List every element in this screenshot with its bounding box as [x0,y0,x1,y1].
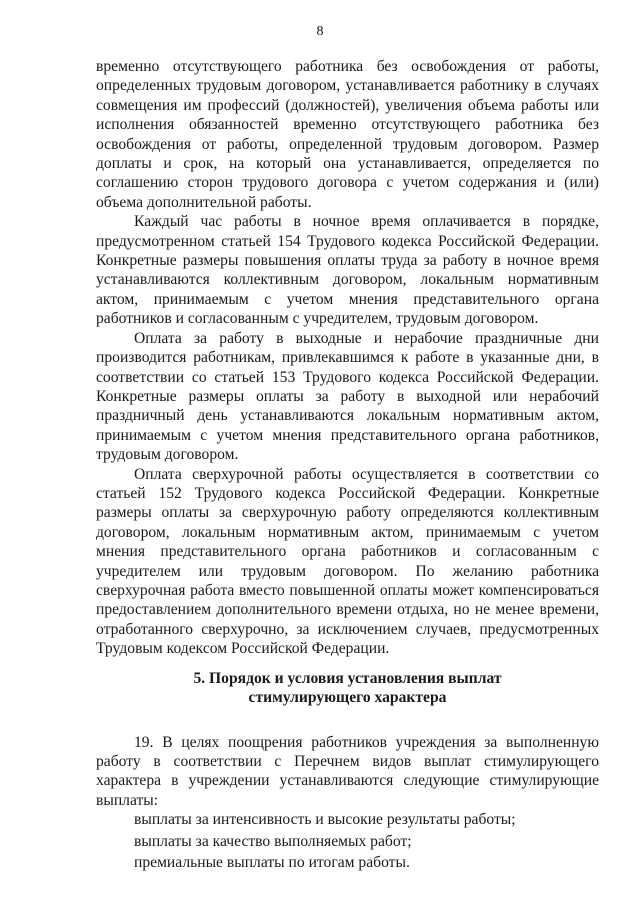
list-item-bonus: премиальные выплаты по итогам работы. [134,854,410,872]
section-heading-line-1: 5. Порядок и условия установления выплат [193,669,502,687]
document-body [96,57,599,874]
page-number: 8 [316,24,324,39]
list-item-quality: выплаты за качество выполняемых работ; [134,832,412,850]
paragraph-continuation: временно отсутствующего работника без освобождения от работы, определенных трудовым договором, устанавливается работнику в случаях совмещения им профессий (должностей), увеличения объема работы или исполнения обязанностей временно отсутствующего работника без освобождения от работы, определенной трудовым договором. Размер доплаты и срок, на который она устанавливается, определяется по соглашению сторон трудового договора с учетом содержания и (или) объема дополнительной работы. [96,58,599,211]
list-item-intensity: выплаты за интенсивность и высокие результаты работы; [134,811,516,829]
clause-19: 19. В целях поощрения работников учреждения за выполненную работу в соответствии с Перечнем видов выплат стимулирующего характера в учреждении устанавливаются следующие стимулирующие выплаты: [96,733,599,809]
section-heading-line-2: стимулирующего характера [248,688,447,706]
paragraph-night-work: Каждый час работы в ночное время оплачивается в порядке, предусмотренном статьей 154 Трудового кодекса Российской Федерации. Конкретные размеры повышения оплаты труда за работу в ночное время устанавливаются коллективным договором, локальным нормативным актом, принимаемым с учетом мнения представительного органа работников и согласованным с учредителем, трудовым договором. [96,213,599,328]
paragraph-overtime-work: Оплата сверхурочной работы осуществляется в соответствии со статьей 152 Трудового кодекса Российской Федерации. Конкретные размеры оплаты за сверхурочную работу определяются коллективным договором, локальным нормативным актом, принимаемым с учетом мнения представительного органа работников и согласованным с учредителем или трудовым договором. По желанию работника сверхурочная работа вместо повышенной оплаты может компенсироваться предоставлением дополнительного времени отдыха, но не менее времени, отработанного сверхурочно, за исключением случаев, предусмотренных Трудовым кодексом Российской Федерации. [96,465,599,658]
paragraph-holiday-work: Оплата за работу в выходные и нерабочие праздничные дни производится работникам, привлекавшимся к работе в указанные дни, в соответствии со статьей 153 Трудового кодекса Российской Федерации. Конкретные размеры оплаты за работу в выходной или нерабочий праздничный день устанавливаются локальным нормативным актом, принимаемым с учетом мнения представительного органа работников, трудовым договором. [96,329,599,464]
section-heading [96,669,599,707]
